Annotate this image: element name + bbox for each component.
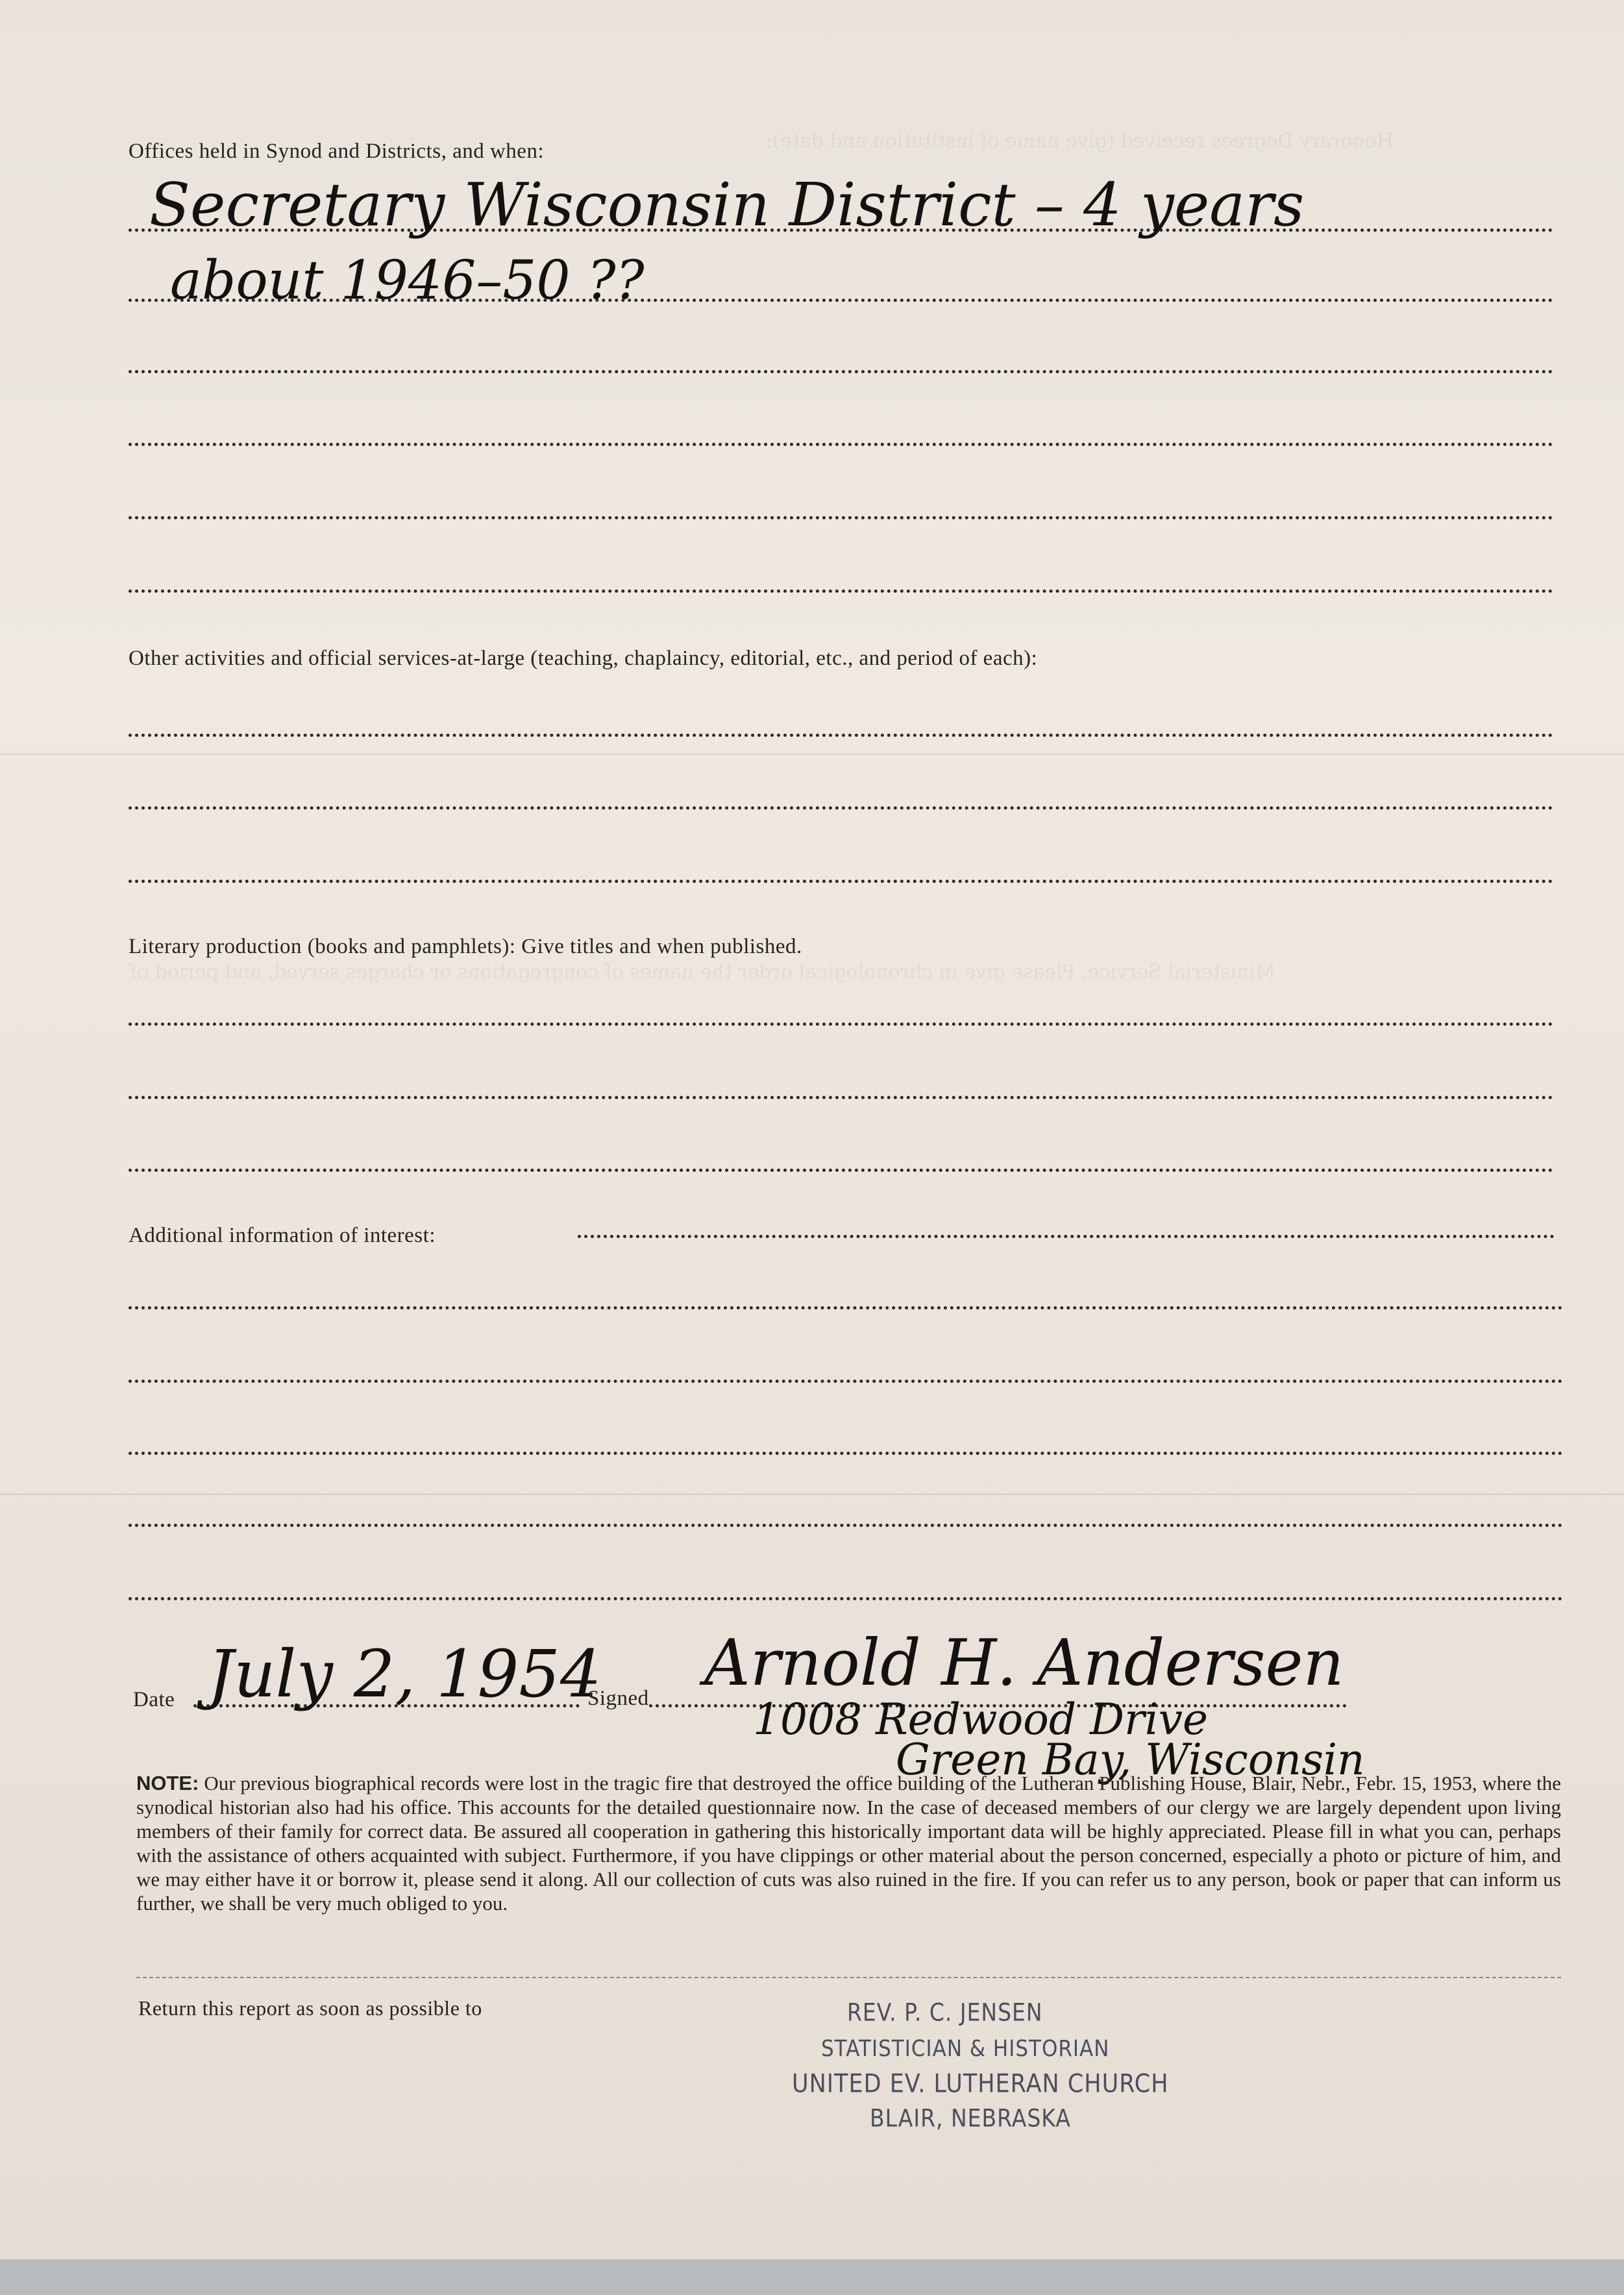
dotted-line — [129, 1169, 1553, 1172]
dotted-line — [129, 1306, 1563, 1309]
literary-label: Literary production (books and pamphlets): Give titles and when published. — [129, 935, 802, 958]
dotted-line — [129, 1380, 1563, 1383]
offices-label: Offices held in Synod and Districts, and when: — [129, 140, 545, 163]
handwritten-office-years: about 1946–50 ?? — [170, 250, 645, 312]
paper-fold — [0, 753, 1624, 755]
dotted-line — [129, 734, 1553, 737]
paper-fold — [0, 1493, 1624, 1495]
handwritten-address-city: Green Bay, Wisconsin — [896, 1735, 1365, 1785]
stamp-location: BLAIR, NEBRASKA — [870, 2103, 1071, 2133]
signed-label: Signed — [587, 1687, 649, 1710]
dotted-line — [129, 443, 1553, 446]
separator-rule — [136, 1977, 1561, 1978]
dotted-line — [129, 1597, 1563, 1600]
dotted-line — [578, 1235, 1555, 1238]
date-label: Date — [133, 1688, 175, 1711]
dotted-line — [129, 806, 1553, 810]
bleed-through-text: Honorary Degrees received (give name of institution and date): — [766, 130, 1394, 153]
dotted-line — [129, 880, 1553, 883]
stamp-church: UNITED EV. LUTHERAN CHURCH — [792, 2069, 1169, 2099]
additional-label: Additional information of interest: — [129, 1224, 436, 1247]
return-label: Return this report as soon as possible to — [138, 1996, 482, 2020]
stamp-name: REV. P. C. JENSEN — [847, 1998, 1043, 2027]
note-heading: NOTE: — [136, 1772, 199, 1794]
bleed-through-text: Ministerial Service. Please give in chronological order the names of congregations or charges served, and period of — [130, 961, 1275, 984]
dotted-line — [129, 1096, 1553, 1099]
dotted-line — [129, 516, 1553, 519]
dotted-line — [129, 1524, 1563, 1527]
handwritten-address-street: 1008 Redwood Drive — [753, 1694, 1209, 1744]
handwritten-office: Secretary Wisconsin District – 4 years — [149, 170, 1305, 240]
dotted-line — [129, 589, 1553, 593]
dotted-line — [129, 1452, 1563, 1455]
dotted-line — [129, 1023, 1553, 1026]
note-text: Our previous biographical records were lost in the tragic fire that destroyed the office building of the Lutheran Publishing House, Blair, Nebr., Febr. 15, 1953, where the synodical historian also had his office. This accounts for the detailed questionnaire now. In the case of deceased members of our clergy we are largely dependent upon living members of their family for correct data. Be assured all cooperation in gathering this historically important data will be highly appreciated. Please fill in what you can, perhaps with the assistance of others acquainted with subject. Furthermore, if you have clippings or other material about the person concerned, especially a photo or picture of him, and we may either have it or borrow it, please send it along. All our collection of cuts was also ruined in the fire. If you can refer us to any person, book or paper that can inform us further, we shall be very much obliged to you. — [136, 1772, 1561, 1915]
handwritten-date: July 2, 1954 — [208, 1636, 602, 1712]
activities-label: Other activities and official services-at-large (teaching, chaplaincy, editorial, etc., and period of each): — [129, 647, 1038, 670]
dotted-line — [129, 370, 1553, 373]
stamp-title: STATISTICIAN & HISTORIAN — [821, 2035, 1110, 2063]
note-paragraph — [136, 1771, 1561, 1915]
handwritten-signature: Arnold H. Andersen — [704, 1626, 1344, 1700]
